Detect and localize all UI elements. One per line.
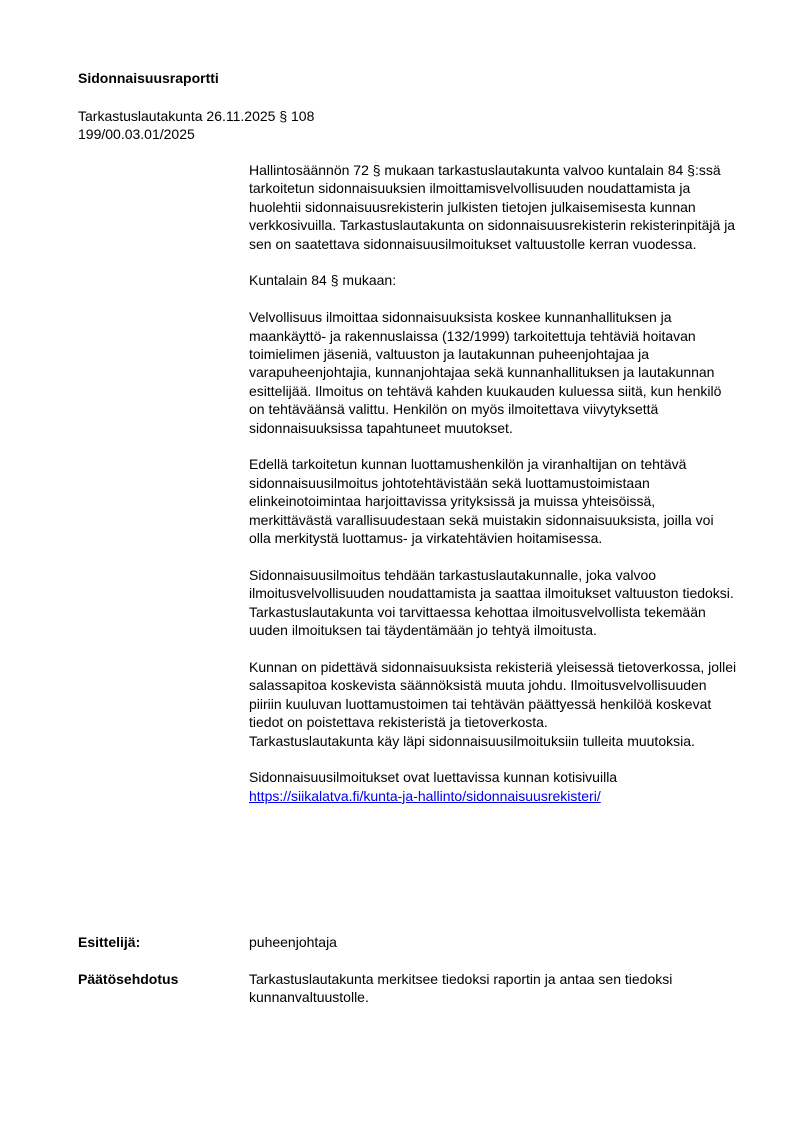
presenter-value: puheenjohtaja	[249, 934, 337, 950]
proposal-value: Tarkastuslautakunta merkitsee tiedoksi raportin ja antaa sen tiedoksi kunnanvaltuustolle.	[249, 971, 673, 1006]
report-body	[249, 161, 739, 805]
paragraph-rules: Hallintosäännön 72 § mukaan tarkastuslautakunta valvoo kuntalain 84 §:ssä tarkoitetun sidonnaisuuksien ilmoittamisvelvollisuuden noudattamista ja huolehtii sidonnaisuusrekisterin julkisten tietojen julkaisemisesta kunnan verkkosivuilla. Tarkastuslautakunta on sidonnaisuusrekisterin rekisterinpitäjä ja sen on saatettava sidonnaisuusilmoitukset valtuustolle kerran vuodessa.	[249, 162, 736, 252]
paragraph-availability	[249, 768, 739, 805]
paragraph-review: Tarkastuslautakunta käy läpi sidonnaisuusilmoituksiin tulleita muutoksia.	[249, 732, 695, 749]
presenter-label: Esittelijä:	[78, 934, 141, 950]
meeting-info	[78, 107, 314, 143]
document-title: Sidonnaisuusraportti	[78, 70, 219, 86]
paragraph-register: Kunnan on pidettävä sidonnaisuuksista rekisteriä yleisessä tietoverkossa, jollei salassapitoa koskevista säännöksistä muuta johdu. Ilmoitusvelvollisuuden piiriin kuuluvan luottamustoimen tai tehtävän päättyessä henkilöä koskevat tiedot on poistettava rekisteristä ja tietoverkosta.	[249, 658, 737, 731]
availability-text: Sidonnaisuusilmoitukset ovat luettavissa kunnan kotisivuilla	[249, 769, 618, 786]
register-link[interactable]: https://siikalatva.fi/kunta-ja-hallinto/sidonnaisuusrekisteri/	[249, 787, 601, 804]
paragraph-declaration-content: Edellä tarkoitetun kunnan luottamushenkilön ja viranhaltijan on tehtävä sidonnaisuusilmoitus johtotehtävistään sekä luottamustoimistaan elinkeinotoimintaa harjoittavissa yrityksissä ja muissa yhteisöissä, merkittävästä varallisuudestaan sekä muistakin sidonnaisuuksista, joilla voi olla merkitystä luottamus- ja virkatehtävien hoitamisessa.	[249, 456, 714, 547]
proposal-label: Päätösehdotus	[78, 971, 179, 987]
paragraph-law-intro: Kuntalain 84 § mukaan:	[249, 272, 397, 289]
paragraph-submission: Sidonnaisuusilmoitus tehdään tarkastuslautakunnalle, joka valvoo ilmoitusvelvollisuuden noudattamista ja saattaa ilmoitukset valtuuston tiedoksi. Tarkastuslautakunta voi tarvittaessa kehottaa ilmoitusvelvollista tekemään uuden ilmoituksen tai täydentämään jo tehtyä ilmoitusta.	[249, 566, 734, 639]
meeting-line: Tarkastuslautakunta 26.11.2025 § 108	[78, 108, 315, 124]
reference-number: 199/00.03.01/2025	[78, 126, 195, 142]
paragraph-obligation: Velvollisuus ilmoittaa sidonnaisuuksista koskee kunnanhallituksen ja maankäyttö- ja rakennuslaissa (132/1999) tarkoitettuja tehtäviä hoitavan toimielimen jäseniä, valtuuston ja lautakunnan puheenjohtajaa ja varapuheenjohtajia, kunnanjohtajaa sekä kunnanhallituksen ja lautakunnan esittelijää. Ilmoitus on tehtävä kahden kuukauden kuluessa siitä, kun henkilö on tehtäväänsä valittu. Henkilön on myös ilmoitettava viivytyksettä sidonnaisuuksissa tapahtuneet muutokset.	[249, 309, 722, 436]
